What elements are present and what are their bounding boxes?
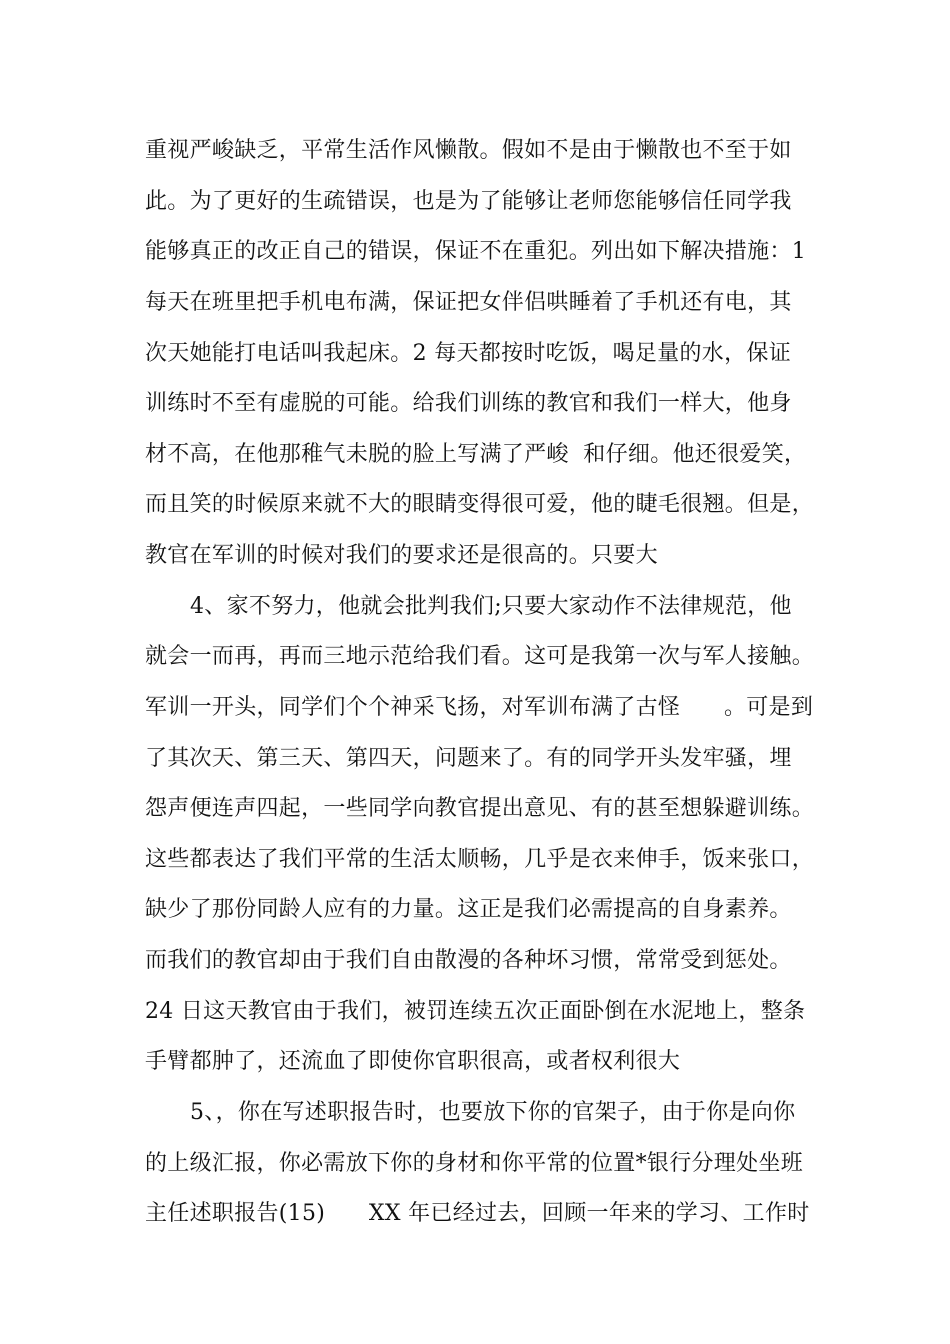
text-line-2: 此。为了更好的生疏错误，也是为了能够让老师您能够信任同学我	[145, 189, 792, 214]
text-line-13: 了其次天、第三天、第四天，问题来了。有的同学开头发牢骚，埋	[145, 746, 792, 771]
text-line-22: 主任述职报告(15) XX 年已经过去，回顾一年来的学习、工作时	[145, 1201, 810, 1226]
text-line-3: 能够真正的改正自己的错误，保证不在重犯。列出如下解决措施：1	[145, 239, 806, 264]
text-line-11: 就会一而再，再而三地示范给我们看。这可是我第一次与军人接触。	[145, 644, 815, 669]
text-line-9: 教官在军训的时候对我们的要求还是很高的。只要大	[145, 543, 658, 568]
text-line-21: 的上级汇报，你必需放下你的身材和你平常的位置*银行分理处坐班	[145, 1151, 804, 1176]
paragraph-4-first-line: 4、家不努力，他就会批判我们;只要大家动作不法律规范，他	[190, 594, 792, 619]
text-line-7: 材不高，在他那稚气未脱的脸上写满了严峻 和仔细。他还很爱笑，	[145, 442, 807, 467]
text-line-18: 24 日这天教官由于我们，被罚连续五次正面卧倒在水泥地上，整条	[145, 999, 806, 1024]
text-line-16: 缺少了那份同龄人应有的力量。这正是我们必需提高的自身素养。	[145, 897, 792, 922]
text-line-1: 重视严峻缺乏，平常生活作风懒散。假如不是由于懒散也不至于如	[145, 138, 792, 163]
text-line-19: 手臂都肿了，还流血了即使你官职很高，或者权利很大	[145, 1049, 681, 1074]
text-line-5: 次天她能打电话叫我起床。2 每天都按时吃饭，喝足量的水，保证	[145, 341, 791, 366]
text-line-17: 而我们的教官却由于我们自由散漫的各种坏习惯，常常受到惩处。	[145, 948, 792, 973]
text-line-8: 而且笑的时候原来就不大的眼睛变得很可爱，他的睫毛很翘。但是，	[145, 492, 815, 517]
paragraph-5-first-line: 5、，你在写述职报告时，也要放下你的官架子，由于你是向你	[190, 1100, 796, 1125]
text-line-15: 这些都表达了我们平常的生活太顺畅，几乎是衣来伸手，饭来张口，	[145, 847, 815, 872]
text-line-6: 训练时不至有虚脱的可能。给我们训练的教官和我们一样大，他身	[145, 391, 792, 416]
text-line-14: 怨声便连声四起，一些同学向教官提出意见、有的甚至想躲避训练。	[145, 796, 815, 821]
text-line-4: 每天在班里把手机电布满，保证把女伴侣哄睡着了手机还有电，其	[145, 290, 792, 315]
text-line-12: 军训一开头，同学们个个神采飞扬，对军训布满了古怪 。可是到	[145, 695, 814, 720]
